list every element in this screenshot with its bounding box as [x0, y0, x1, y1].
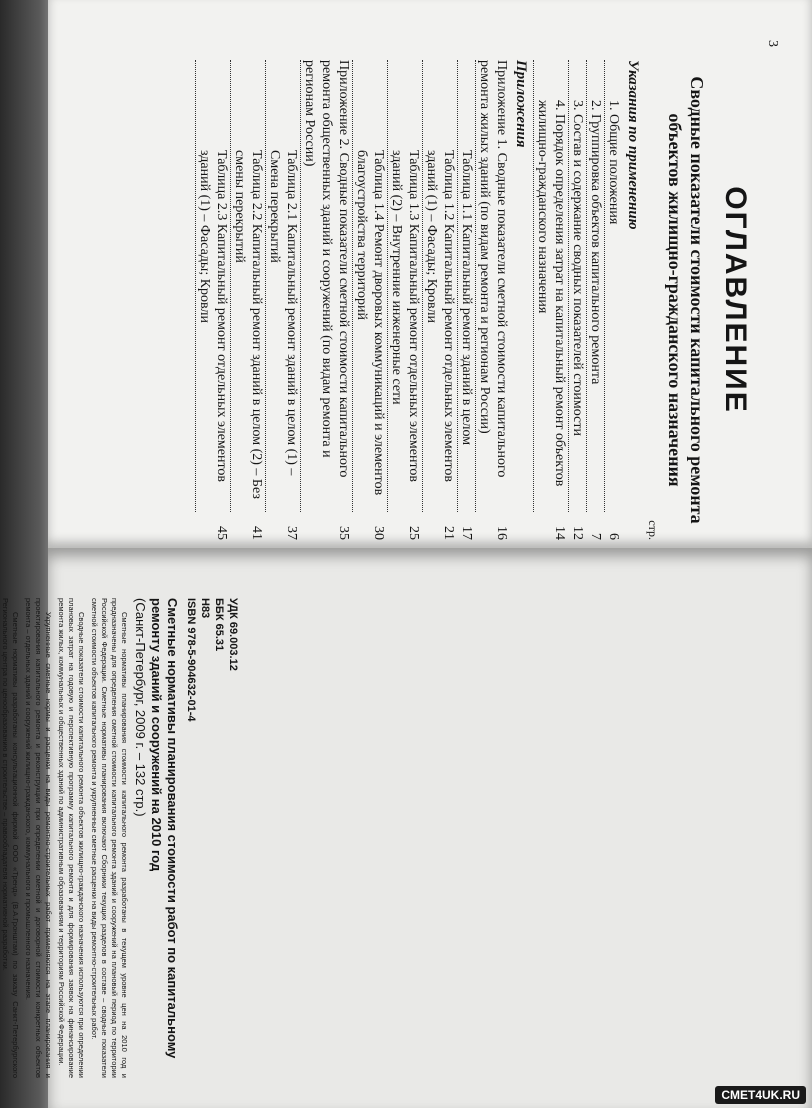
toc-subtitle: Сводные показатели стоимости капитального ремонта объектов жилищно-гражданского назначения	[665, 76, 707, 524]
toc-entry[interactable]: Таблица 2.3 Капитальный ремонт отдельных элементов зданий (1) – Фасады; Кровли 45	[195, 60, 230, 540]
isbn: ISBN 978-5-904632-01-4	[185, 598, 197, 722]
page-column-label: стр.	[646, 520, 660, 540]
imprint-block	[0, 598, 240, 1078]
toc-entry[interactable]: 3. Состав и содержание сводных показателей стоимости 12	[568, 60, 586, 540]
guidelines-heading: Указания по применению	[625, 60, 641, 230]
toc-entry[interactable]: Приложение 1. Сводные показатели сметной стоимости капитального ремонта жилых зданий (по видам ремонта и регионам России) 16	[477, 60, 509, 540]
author-code: Н83	[199, 598, 211, 619]
toc-entry[interactable]: Таблица 1.1 Капитальный ремонт зданий в целом 17	[457, 60, 475, 540]
toc-entry[interactable]: Таблица 1.3 Капитальный ремонт отдельных элементов зданий (2) – Внутренние инженерные сети 25	[387, 60, 422, 540]
toc-entry[interactable]: 2. Группировка объектов капитального ремонта 7	[586, 60, 604, 540]
toc-entry[interactable]: Приложение 2. Сводные показатели сметной стоимости капитального ремонта общественных зданий и сооружений (по видам ремонта и регионам России) 35	[302, 60, 351, 540]
table-of-contents	[195, 60, 752, 540]
toc-title: ОГЛАВЛЕНИЕ	[719, 186, 752, 414]
book-subtitle: (Санкт-Петербург, 2009 г. – 132 стр.)	[133, 598, 148, 817]
bbk-code: ББК 65.31	[213, 598, 225, 652]
toc-entry[interactable]: 1. Общие положения 6	[604, 60, 622, 540]
paragraph: Сметные нормативы планирования стоимости капитального ремонта разработаны в текущем уровне цен на 2010 год и предназначены для определения сметной стоимости капитального ремонта зданий и сооружений на плановый период по территории Российской Федерации. Сметные нормативы планирования включают Сборники текущих разделов в составе – сводные показатели сметной стоимости объектов капитального ремонта и укрупненные сметные расценки на виды ремонтно-строительных работ.	[90, 598, 129, 1078]
udk-code: УДК 69.003.12	[227, 598, 239, 671]
site-watermark: CMET4UK.RU	[715, 1086, 806, 1104]
page-number: 3	[765, 40, 780, 47]
book-title: Сметные нормативы планирования стоимости работ по капитальному ремонту зданий и сооружений на 2010 год (Санкт-Петербург, 2009 г. – 132 стр.)	[133, 598, 180, 1059]
toc-entry[interactable]: Таблица 1.4 Ремонт дворовых коммуникаций и элементов благоустройства территорий 30	[352, 60, 387, 540]
paragraph: Укрупненные сметные нормы и расценки на виды ремонтно-строительных работ применяются на этапе планирования и проектирования капитального ремонта и реконструкции при определении сметной и договорной стоимости конкретных объектов ремонта – отдельных зданий и сооружений жилищно-гражданского, коммунального и промышленного назначения.	[24, 598, 53, 1078]
appendices-heading: Приложения	[513, 60, 529, 148]
toc-entry[interactable]: 4. Порядок определения затрат на капитальный ремонт объектов жилищно-гражданского назначения 14	[533, 60, 568, 540]
paragraph: Сметные нормативы разработаны консультационной фирмой ООО «Тренд» (В.А.Гронштам) по заказу Санкт-Петербургского Регионального центра по ценообразованию в строительстве – правообладателя нормативной разработки.	[1, 598, 20, 1078]
toc-entry[interactable]: Таблица 2.2 Капитальный ремонт зданий в целом (2) – Без смены перекрытий 41	[230, 60, 265, 540]
toc-entry[interactable]: Таблица 1.2 Капитальный ремонт отдельных элементов зданий (1) – Фасады; Кровли 21	[422, 60, 457, 540]
toc-entry[interactable]: Таблица 2.1 Капитальный ремонт зданий в целом (1) – Смена перекрытий 37	[265, 60, 300, 540]
paragraph: Сводные показатели стоимости капитального ремонта объектов жилищно-гражданского назначения используются при определении плановых затрат на годовую и перспективную программу капитального ремонта и для формирования заявок на финансирование ремонта жилых, коммунальных и общественных зданий по административным образованиям и территориям Российской Федерации.	[57, 598, 86, 1078]
